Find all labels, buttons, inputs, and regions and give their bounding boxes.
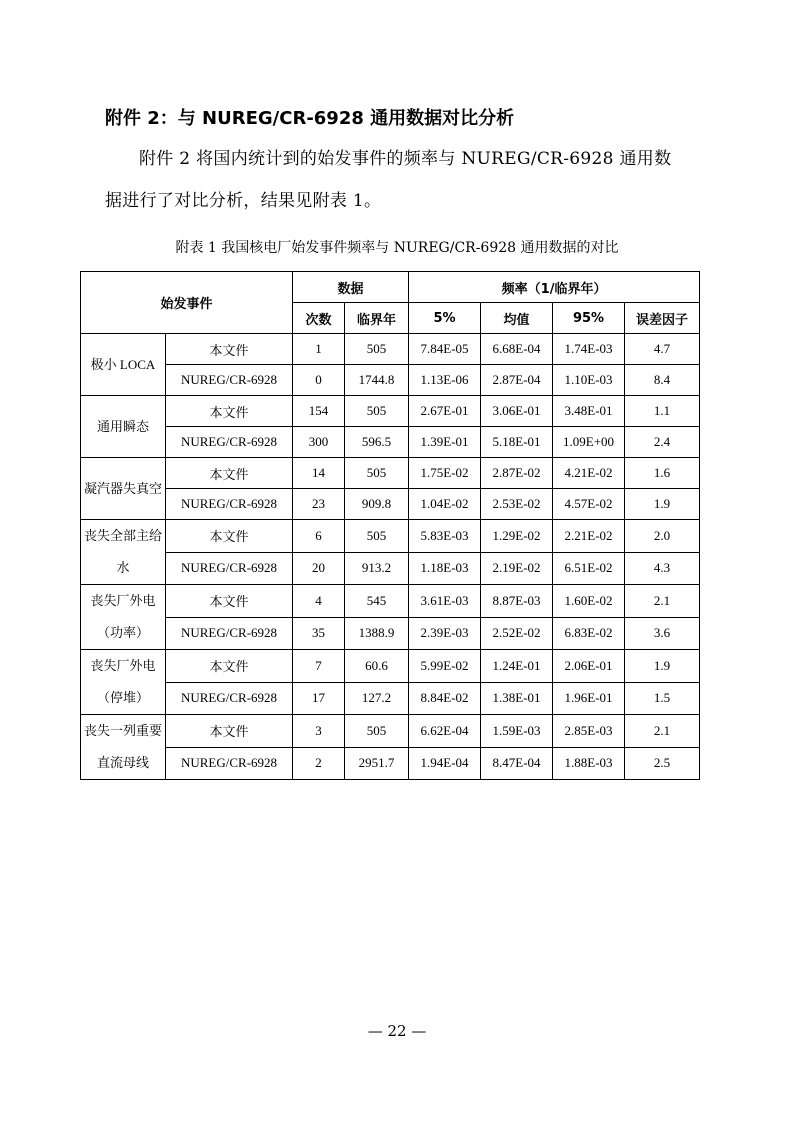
p95-cell: 2.06E-01: [553, 650, 625, 683]
count-cell: 23: [293, 489, 345, 520]
event-name-cell: 丧失厂外电（停堆）: [81, 650, 166, 715]
error-factor-cell: 2.5: [625, 747, 700, 780]
p95-cell: 1.74E-03: [553, 334, 625, 365]
p5-cell: 5.83E-03: [409, 520, 481, 553]
header-count: 次数: [293, 303, 345, 334]
source-cell: NUREG/CR-6928: [166, 747, 293, 780]
header-frequency: 频率（1/临界年）: [409, 272, 700, 303]
header-p5: 5%: [409, 303, 481, 334]
critical-years-cell: 505: [345, 715, 409, 748]
event-name-cell: 丧失一列重要直流母线: [81, 715, 166, 780]
count-cell: 6: [293, 520, 345, 553]
table-row: [81, 715, 700, 748]
p5-cell: 7.84E-05: [409, 334, 481, 365]
header-mean: 均值: [481, 303, 553, 334]
source-cell: 本文件: [166, 396, 293, 427]
source-cell: NUREG/CR-6928: [166, 365, 293, 396]
critical-years-cell: 505: [345, 520, 409, 553]
p5-cell: 2.39E-03: [409, 617, 481, 650]
mean-cell: 8.87E-03: [481, 585, 553, 618]
mean-cell: 2.87E-04: [481, 365, 553, 396]
event-name-cell: 极小 LOCA: [81, 334, 166, 396]
event-name-cell: 丧失全部主给水: [81, 520, 166, 585]
p5-cell: 3.61E-03: [409, 585, 481, 618]
event-name-cell: 凝汽器失真空: [81, 458, 166, 520]
p5-cell: 1.94E-04: [409, 747, 481, 780]
table-row: [81, 617, 700, 650]
count-cell: 0: [293, 365, 345, 396]
p95-cell: 4.57E-02: [553, 489, 625, 520]
critical-years-cell: 913.2: [345, 552, 409, 585]
table-row: [81, 489, 700, 520]
table-row: [81, 747, 700, 780]
mean-cell: 1.38E-01: [481, 682, 553, 715]
p95-cell: 1.10E-03: [553, 365, 625, 396]
error-factor-cell: 2.1: [625, 585, 700, 618]
count-cell: 20: [293, 552, 345, 585]
header-event: 始发事件: [81, 272, 293, 334]
source-cell: NUREG/CR-6928: [166, 617, 293, 650]
mean-cell: 8.47E-04: [481, 747, 553, 780]
table-body: [81, 334, 700, 780]
p95-cell: 1.09E+00: [553, 427, 625, 458]
p5-cell: 8.84E-02: [409, 682, 481, 715]
source-cell: 本文件: [166, 334, 293, 365]
critical-years-cell: 596.5: [345, 427, 409, 458]
table-caption: 附表 1 我国核电厂始发事件频率与 NUREG/CR-6928 通用数据的对比: [175, 240, 619, 256]
critical-years-cell: 545: [345, 585, 409, 618]
header-critical-years: 临界年: [345, 303, 409, 334]
error-factor-cell: 1.5: [625, 682, 700, 715]
table-row: [81, 334, 700, 365]
critical-years-cell: 1744.8: [345, 365, 409, 396]
source-cell: NUREG/CR-6928: [166, 489, 293, 520]
event-name-cell: 丧失厂外电（功率）: [81, 585, 166, 650]
paragraph-line-1: 附件 2 将国内统计到的始发事件的频率与 NUREG/CR-6928 通用数: [139, 149, 672, 169]
mean-cell: 2.87E-02: [481, 458, 553, 489]
source-cell: 本文件: [166, 715, 293, 748]
count-cell: 154: [293, 396, 345, 427]
p95-cell: 2.85E-03: [553, 715, 625, 748]
mean-cell: 1.59E-03: [481, 715, 553, 748]
p95-cell: 3.48E-01: [553, 396, 625, 427]
count-cell: 14: [293, 458, 345, 489]
error-factor-cell: 3.6: [625, 617, 700, 650]
critical-years-cell: 1388.9: [345, 617, 409, 650]
event-name-cell: 通用瞬态: [81, 396, 166, 458]
error-factor-cell: 2.4: [625, 427, 700, 458]
count-cell: 7: [293, 650, 345, 683]
error-factor-cell: 8.4: [625, 365, 700, 396]
count-cell: 17: [293, 682, 345, 715]
count-cell: 1: [293, 334, 345, 365]
table-row: [81, 552, 700, 585]
p95-cell: 1.96E-01: [553, 682, 625, 715]
comparison-table: [80, 271, 700, 780]
error-factor-cell: 4.7: [625, 334, 700, 365]
p95-cell: 1.88E-03: [553, 747, 625, 780]
error-factor-cell: 1.9: [625, 650, 700, 683]
count-cell: 300: [293, 427, 345, 458]
table-row: [81, 427, 700, 458]
mean-cell: 1.29E-02: [481, 520, 553, 553]
p5-cell: 1.39E-01: [409, 427, 481, 458]
critical-years-cell: 2951.7: [345, 747, 409, 780]
p95-cell: 1.60E-02: [553, 585, 625, 618]
error-factor-cell: 1.6: [625, 458, 700, 489]
table-row: [81, 365, 700, 396]
table-row: [81, 396, 700, 427]
critical-years-cell: 127.2: [345, 682, 409, 715]
page-number: — 22 —: [367, 1022, 427, 1040]
p95-cell: 6.83E-02: [553, 617, 625, 650]
p5-cell: 6.62E-04: [409, 715, 481, 748]
p5-cell: 1.13E-06: [409, 365, 481, 396]
source-cell: 本文件: [166, 520, 293, 553]
p5-cell: 5.99E-02: [409, 650, 481, 683]
mean-cell: 3.06E-01: [481, 396, 553, 427]
mean-cell: 2.19E-02: [481, 552, 553, 585]
p95-cell: 2.21E-02: [553, 520, 625, 553]
count-cell: 2: [293, 747, 345, 780]
count-cell: 35: [293, 617, 345, 650]
mean-cell: 5.18E-01: [481, 427, 553, 458]
table-row: [81, 650, 700, 683]
error-factor-cell: 2.1: [625, 715, 700, 748]
mean-cell: 2.53E-02: [481, 489, 553, 520]
source-cell: 本文件: [166, 650, 293, 683]
error-factor-cell: 1.9: [625, 489, 700, 520]
critical-years-cell: 505: [345, 334, 409, 365]
mean-cell: 1.24E-01: [481, 650, 553, 683]
table-row: [81, 585, 700, 618]
critical-years-cell: 60.6: [345, 650, 409, 683]
source-cell: 本文件: [166, 458, 293, 489]
table-row: [81, 458, 700, 489]
critical-years-cell: 909.8: [345, 489, 409, 520]
source-cell: 本文件: [166, 585, 293, 618]
count-cell: 4: [293, 585, 345, 618]
p5-cell: 2.67E-01: [409, 396, 481, 427]
p95-cell: 4.21E-02: [553, 458, 625, 489]
p5-cell: 1.75E-02: [409, 458, 481, 489]
source-cell: NUREG/CR-6928: [166, 682, 293, 715]
error-factor-cell: 4.3: [625, 552, 700, 585]
source-cell: NUREG/CR-6928: [166, 427, 293, 458]
p5-cell: 1.18E-03: [409, 552, 481, 585]
p95-cell: 6.51E-02: [553, 552, 625, 585]
p5-cell: 1.04E-02: [409, 489, 481, 520]
header-data: 数据: [293, 272, 409, 303]
error-factor-cell: 1.1: [625, 396, 700, 427]
critical-years-cell: 505: [345, 458, 409, 489]
critical-years-cell: 505: [345, 396, 409, 427]
paragraph-line-2: 据进行了对比分析，结果见附表 1。: [105, 191, 382, 211]
source-cell: NUREG/CR-6928: [166, 552, 293, 585]
table-row: [81, 520, 700, 553]
table-row: [81, 682, 700, 715]
count-cell: 3: [293, 715, 345, 748]
error-factor-cell: 2.0: [625, 520, 700, 553]
appendix-heading: 附件 2：与 NUREG/CR-6928 通用数据对比分析: [105, 108, 515, 129]
header-row-1: [81, 272, 700, 303]
mean-cell: 6.68E-04: [481, 334, 553, 365]
header-error-factor: 误差因子: [625, 303, 700, 334]
header-p95: 95%: [553, 303, 625, 334]
mean-cell: 2.52E-02: [481, 617, 553, 650]
